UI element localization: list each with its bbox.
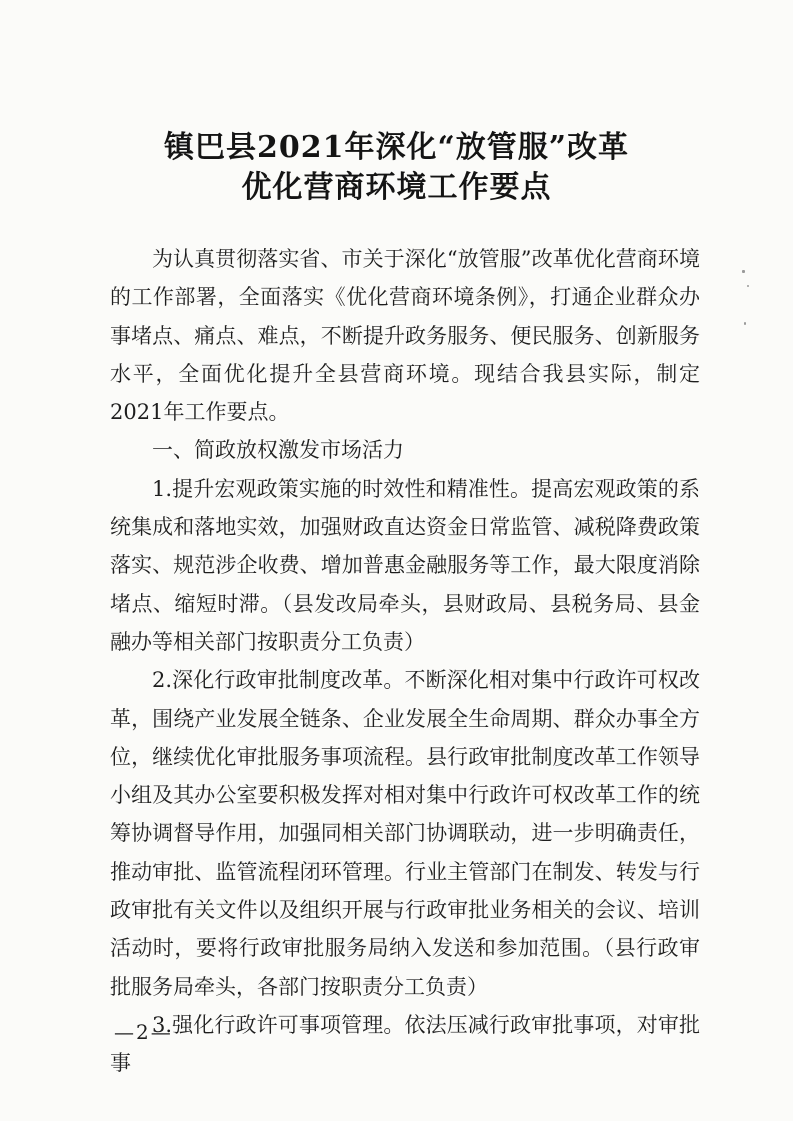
page-number: —2— [114, 1020, 173, 1044]
scan-speck [744, 322, 746, 325]
scan-speck [747, 285, 749, 287]
document-body [110, 240, 700, 1083]
title-line-2: 优化营商环境工作要点 [241, 170, 552, 205]
section-heading-1: 一、简政放权激发市场活力 [152, 438, 404, 463]
title-line-1: 镇巴县2021年深化“放管服”改革 [163, 130, 629, 165]
item-2-paragraph: 2.深化行政审批制度改革。不断深化相对集中行政许可权改革，围绕产业发展全链条、企业发展全生命周期、群众办事全方位，继续优化审批服务事项流程。县行政审批制度改革工作领导小组及其办公室要积极发挥对相对集中行政许可权改革工作的统筹协调督导作用，加强同相关部门协调联动，进一步明确责任，推动审批、监管流程闭环管理。行业主管部门在制发、转发与行政审批有关文件以及组织开展与行政审批业务相关的会议、培训活动时，要将行政审批服务局纳入发送和参加范围。（县行政审批服务局牵头，各部门按职责分工负责） [110, 668, 700, 999]
document-title [96, 128, 697, 208]
item-3-paragraph: 3.强化行政许可事项管理。依法压减行政审批事项，对审批事 [110, 1012, 700, 1076]
scan-speck [742, 270, 745, 273]
item-1-paragraph: 1.提升宏观政策实施的时效性和精准性。提高宏观政策的系统集成和落地实效，加强财政直达资金日常监管、减税降费政策落实、规范涉企收费、增加普惠金融服务等工作，最大限度消除堵点、缩短时滞。（县发改局牵头，县财政局、县税务局、县金融办等相关部门按职责分工负责） [110, 476, 700, 654]
intro-paragraph: 为认真贯彻落实省、市关于深化“放管服”改革优化营商环境的工作部署，全面落实《优化营商环境条例》，打通企业群众办事堵点、痛点、难点，不断提升政务服务、便民服务、创新服务水平，全面优化提升全县营商环境。现结合我县实际，制定2021年工作要点。 [110, 247, 700, 425]
